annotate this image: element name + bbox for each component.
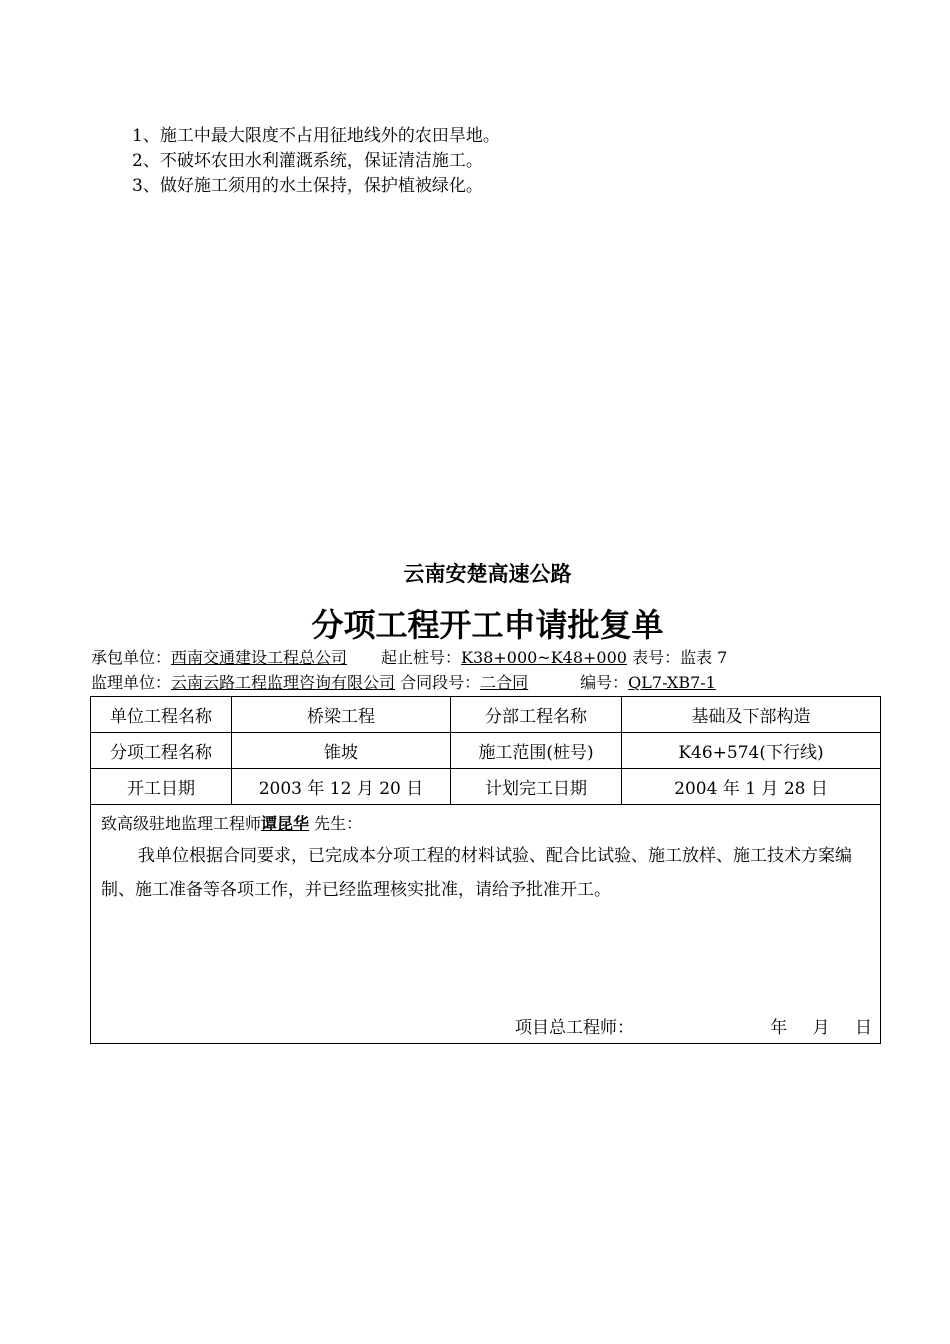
addressee-line <box>101 811 362 834</box>
meta-line-1 <box>91 648 727 668</box>
table-cell: 2003 年 12 月 20 日 <box>232 769 451 805</box>
table-cell: 桥梁工程 <box>232 697 451 733</box>
supervisor-label: 监理单位： <box>91 673 172 692</box>
contractor-value: 西南交通建设工程总公司 <box>171 648 348 667</box>
table-cell: 2004 年 1 月 28 日 <box>622 769 881 805</box>
table-row <box>91 769 881 805</box>
table-cell: 单位工程名称 <box>91 697 232 733</box>
supervisor-value: 云南云路工程监理咨询有限公司 <box>171 673 396 692</box>
table-row <box>91 805 881 1044</box>
table-cell: 分部工程名称 <box>451 697 622 733</box>
table-cell: K46+574(下行线) <box>622 733 881 769</box>
form-value: 监表 7 <box>680 648 728 667</box>
signature-label: 项目总工程师： <box>515 1018 634 1038</box>
serial-value: QL7-XB7-1 <box>628 673 716 692</box>
contract-label: 合同段号： <box>400 673 481 692</box>
intro-list <box>132 124 500 199</box>
meta-line-2 <box>91 673 716 693</box>
table-cell: 基础及下部构造 <box>622 697 881 733</box>
table-cell: 计划完工日期 <box>451 769 622 805</box>
station-value: K38+000~K48+000 <box>461 648 627 667</box>
station-label: 起止桩号： <box>381 648 462 667</box>
signature-date: 年 月 日 <box>770 1018 872 1038</box>
intro-item: 1、施工中最大限度不占用征地线外的农田旱地。 <box>132 126 500 146</box>
table-cell: 开工日期 <box>91 769 232 805</box>
document-title: 分项工程开工申请批复单 <box>311 606 664 644</box>
request-paragraph: 我单位根据合同要求，已完成本分项工程的材料试验、配合比试验、施工放样、施工技术方案编制、施工准备等各项工作，并已经监理核实批准，请给予批准开工。 <box>101 846 852 900</box>
request-body-cell <box>91 805 881 1044</box>
engineer-name: 谭昆华 <box>261 814 310 833</box>
addressee-prefix: 致高级驻地监理工程师 <box>101 814 262 833</box>
application-table <box>90 696 881 1044</box>
form-label: 表号： <box>632 648 681 667</box>
table-cell: 施工范围(桩号) <box>451 733 622 769</box>
addressee-suffix: 先生： <box>309 814 363 833</box>
document-subtitle: 云南安楚高速公路 <box>403 562 572 586</box>
contract-value: 二合同 <box>480 673 529 692</box>
table-row <box>91 733 881 769</box>
serial-label: 编号： <box>580 673 629 692</box>
table-cell: 锥坡 <box>232 733 451 769</box>
intro-item: 3、做好施工须用的水土保持，保护植被绿化。 <box>132 176 483 196</box>
table-row <box>91 697 881 733</box>
intro-item: 2、不破坏农田水利灌溉系统，保证清洁施工。 <box>132 151 483 171</box>
contractor-label: 承包单位： <box>91 648 172 667</box>
table-cell: 分项工程名称 <box>91 733 232 769</box>
